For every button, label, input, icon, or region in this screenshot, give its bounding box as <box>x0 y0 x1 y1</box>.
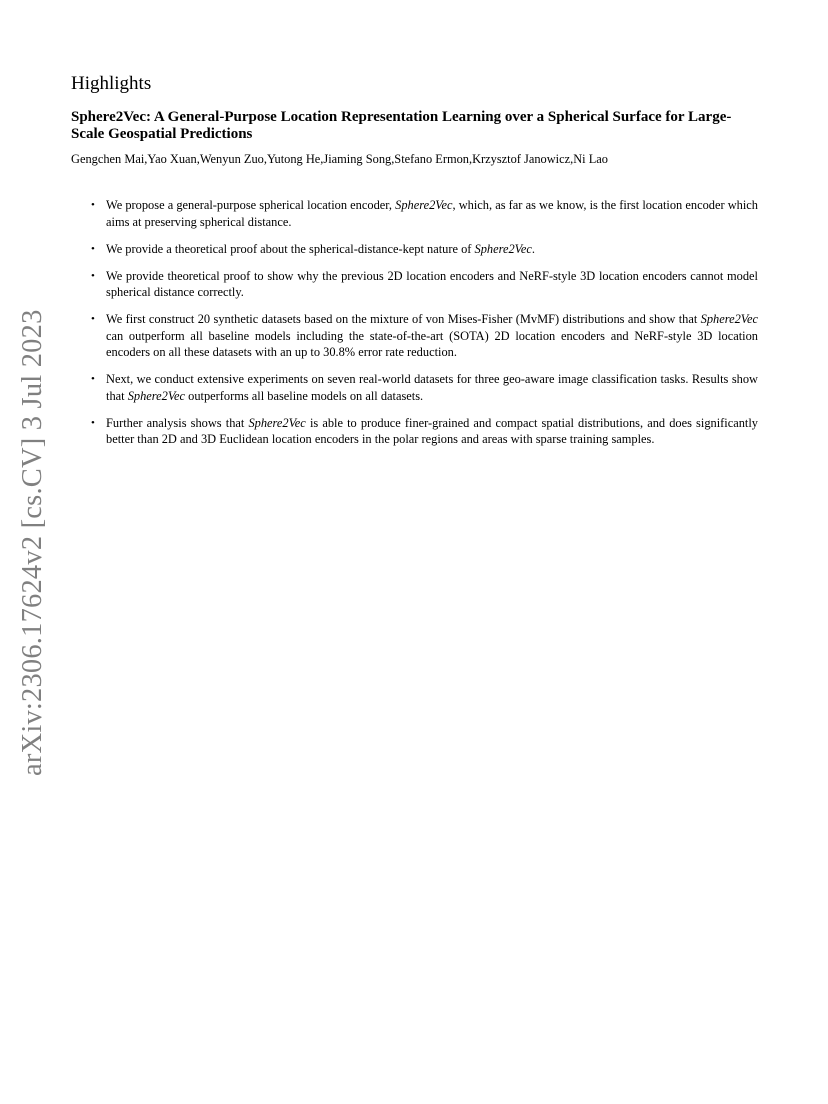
highlight-text: Next, we conduct extensive experiments on seven real-world datasets for three geo-aware image classification tasks. Results show that <box>106 372 758 403</box>
bullet-icon: • <box>91 269 95 282</box>
highlight-item-2 <box>90 241 758 258</box>
highlight-item-6 <box>90 415 758 448</box>
highlight-text: is able to produce finer-grained and compact spatial distributions, and does significantly better than 2D and 3D Euclidean location encoders in the polar regions and areas with sparse training samples. <box>106 415 758 447</box>
arxiv-side-stamp[interactable]: arXiv:2306.17624v2 [cs.CV] 3 Jul 2023 <box>17 309 48 776</box>
highlight-text: can outperform all baseline models including the state-of-the-art (SOTA) 2D location encoders and NeRF-style 3D location encoders on all these datasets with an up to 30.8% error rate reduction. <box>106 328 758 360</box>
highlight-emphasis: Sphere2Vec <box>248 415 306 430</box>
highlight-emphasis: Sphere2Vec <box>474 241 532 256</box>
bullet-icon: • <box>91 416 95 429</box>
highlights-heading: Highlights <box>71 73 152 94</box>
author-list: Gengchen Mai,Yao Xuan,Wenyun Zuo,Yutong He,Jiaming Song,Stefano Ermon,Krzysztof Janowicz,Ni Lao <box>71 152 608 166</box>
highlight-text: We provide a theoretical proof about the spherical-distance-kept nature of <box>106 241 475 256</box>
highlight-text: We first construct 20 synthetic datasets based on the mixture of von Mises-Fisher (MvMF) distributions and show that <box>106 312 701 327</box>
highlight-text: . <box>531 241 535 256</box>
highlight-text: Further analysis shows that <box>106 415 249 430</box>
highlight-text: outperforms all baseline models on all datasets. <box>185 388 424 403</box>
highlight-item-3 <box>90 268 758 301</box>
bullet-icon: • <box>91 199 95 211</box>
highlight-item-4 <box>90 311 758 361</box>
highlight-item-1 <box>90 197 758 230</box>
bullet-icon: • <box>91 313 95 326</box>
highlights-list <box>90 197 758 458</box>
highlight-text: We propose a general-purpose spherical location encoder, <box>106 198 396 212</box>
highlight-emphasis: Sphere2Vec <box>395 198 453 212</box>
highlight-emphasis: Sphere2Vec <box>127 388 186 403</box>
highlight-text: , which, as far as we know, is the first location encoder which aims at preserving spherical distance. <box>106 198 759 229</box>
paper-title: Sphere2Vec: A General-Purpose Location Representation Learning over a Spherical Surface for Large-Scale Geospatial Predictions <box>71 109 732 142</box>
bullet-icon: • <box>91 242 95 255</box>
highlight-text: We provide theoretical proof to show why the previous 2D location encoders and NeRF-style 3D location encoders cannot model spherical distance correctly. <box>106 268 758 300</box>
bullet-icon: • <box>91 373 95 386</box>
highlight-emphasis: Sphere2Vec <box>700 312 758 327</box>
highlight-item-5 <box>90 371 758 404</box>
